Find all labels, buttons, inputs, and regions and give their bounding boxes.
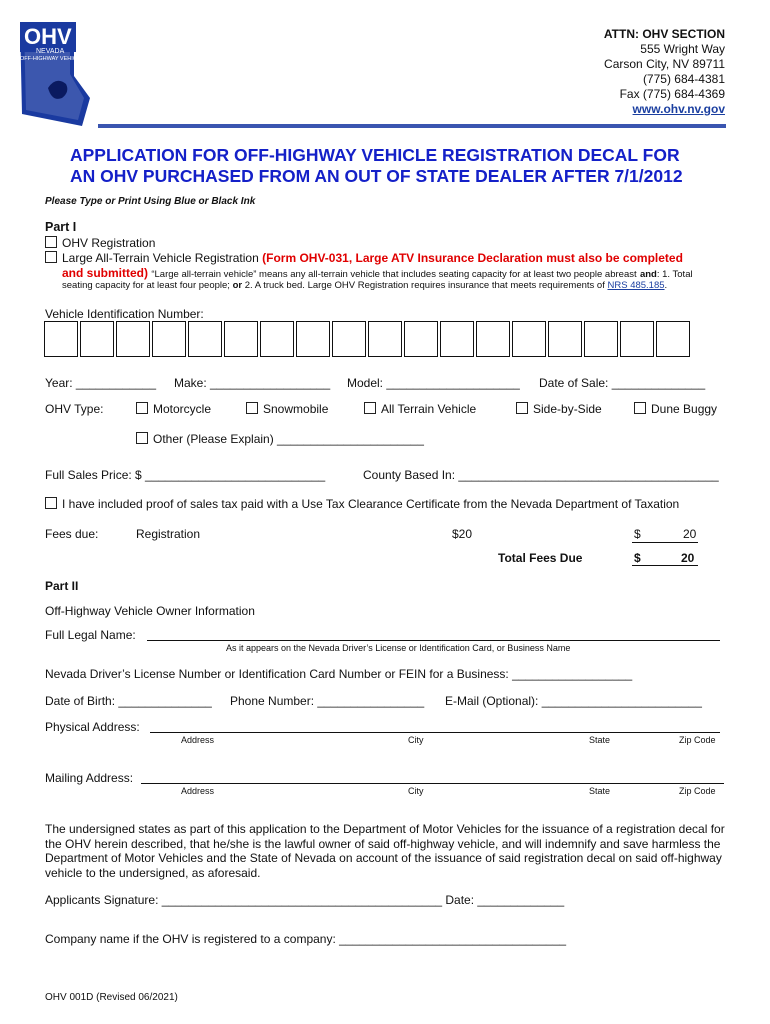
vin-cell[interactable]: [80, 321, 114, 357]
vin-cell[interactable]: [548, 321, 582, 357]
full-legal-name-hint: As it appears on the Nevada Driver’s License or Identification Card, or Business Name: [226, 643, 571, 653]
type-dune-buggy-option[interactable]: [634, 402, 717, 416]
attn-line: ATTN: OHV SECTION: [603, 27, 725, 41]
owner-statement: The undersigned states as part of this application to the Department of Motor Vehicles for the issuance of a registration decal for the OHV herein described, that he/she is the lawful owner of said off-highway vehicle, and will indemnify and save harmless the Department of Motor Vehicles and the State of Nevada on account of the issuance of said registration decal on said off-highway vehicle to the undersigned, as aforesaid.: [45, 822, 725, 880]
vin-cell[interactable]: [152, 321, 186, 357]
ohv-registration-option[interactable]: [45, 236, 155, 250]
vin-cell[interactable]: [296, 321, 330, 357]
dune-buggy-checkbox[interactable]: [634, 402, 646, 414]
large-atv-red-note-b: and submitted): [62, 266, 148, 280]
sales-tax-proof-option[interactable]: [45, 497, 679, 511]
license-number-field[interactable]: Nevada Driver’s License Number or Identification Card Number or FEIN for a Business: __________________: [45, 667, 633, 681]
part1-heading: Part I: [45, 220, 77, 234]
type-side-by-side-option[interactable]: [516, 402, 602, 416]
vin-cell[interactable]: [116, 321, 150, 357]
phone-number: (775) 684-4381: [642, 72, 725, 86]
type-snowmobile-option[interactable]: [246, 402, 328, 416]
fees-due-label: Fees due:: [45, 527, 99, 541]
full-sales-price-field[interactable]: Full Sales Price: $ ___________________________: [45, 468, 326, 482]
mailing-address-sublabel: Address: [181, 786, 215, 796]
vin-cell[interactable]: [620, 321, 654, 357]
full-legal-name-line[interactable]: [147, 640, 720, 641]
vin-label: Vehicle Identification Number:: [45, 307, 204, 321]
ohv-nevada-logo: [18, 18, 92, 130]
logo-subtitle-text: OFF-HIGHWAY VEHICLES: [20, 56, 88, 62]
total-fees-label: Total Fees Due: [498, 551, 583, 565]
large-atv-option[interactable]: [45, 251, 683, 265]
ohv-registration-label: OHV Registration: [62, 236, 156, 250]
vin-cell[interactable]: [224, 321, 258, 357]
county-based-field[interactable]: County Based In: _______________________________________: [363, 468, 719, 482]
website-link[interactable]: www.ohv.nv.gov: [632, 102, 725, 116]
atv-label: All Terrain Vehicle: [381, 402, 477, 416]
mailing-address-label: Mailing Address:: [45, 771, 134, 785]
vin-cell[interactable]: [656, 321, 690, 357]
snowmobile-checkbox[interactable]: [246, 402, 258, 414]
vin-cell[interactable]: [44, 321, 78, 357]
fee-dollar-sign: $: [634, 527, 641, 541]
total-dollar-sign: $: [634, 551, 641, 565]
vin-cell[interactable]: [440, 321, 474, 357]
street-address: 555 Wright Way: [640, 42, 725, 56]
side-by-side-checkbox[interactable]: [516, 402, 528, 414]
vin-cell[interactable]: [512, 321, 546, 357]
year-field[interactable]: Year: ____________: [45, 376, 156, 390]
other-checkbox[interactable]: [136, 432, 148, 444]
large-atv-definition-and: and: [639, 269, 657, 280]
ohv-registration-checkbox[interactable]: [45, 236, 57, 248]
vin-cell[interactable]: [368, 321, 402, 357]
physical-address-label: Physical Address:: [45, 720, 140, 734]
vin-cell[interactable]: [584, 321, 618, 357]
nrs-link[interactable]: NRS 485.185: [607, 280, 665, 291]
sales-tax-checkbox[interactable]: [45, 497, 57, 509]
physical-address-line[interactable]: [150, 732, 720, 733]
mailing-city-sublabel: City: [408, 786, 424, 796]
registration-fee-amount: $20: [452, 527, 473, 541]
vin-input-row[interactable]: [44, 321, 690, 357]
physical-city-sublabel: City: [408, 735, 424, 745]
motorcycle-label: Motorcycle: [153, 402, 212, 416]
date-of-sale-field[interactable]: Date of Sale: ______________: [539, 376, 706, 390]
mailing-zip-sublabel: Zip Code: [679, 786, 716, 796]
registration-fee-label: Registration: [136, 527, 201, 541]
large-atv-definition-b: : 1. Total: [656, 269, 693, 280]
physical-address-sublabel: Address: [181, 735, 215, 745]
large-atv-checkbox[interactable]: [45, 251, 57, 263]
sales-tax-label: I have included proof of sales tax paid with a Use Tax Clearance Certificate from the Nevada Department of Taxation: [62, 497, 680, 511]
header-divider: [98, 124, 726, 128]
dune-buggy-label: Dune Buggy: [651, 402, 718, 416]
type-atv-option[interactable]: [364, 402, 476, 416]
atv-checkbox[interactable]: [364, 402, 376, 414]
contact-block: [604, 27, 725, 117]
total-underline: [632, 565, 698, 566]
mailing-address-line[interactable]: [141, 783, 724, 784]
vin-cell[interactable]: [332, 321, 366, 357]
date-of-birth-field[interactable]: Date of Birth: ______________: [45, 694, 212, 708]
type-motorcycle-option[interactable]: [136, 402, 211, 416]
full-legal-name-label: Full Legal Name:: [45, 628, 136, 642]
large-atv-red-note-a: (Form OHV-031, Large ATV Insurance Declaration must also be completed: [262, 251, 683, 265]
company-name-field[interactable]: Company name if the OHV is registered to a company: __________________________________: [45, 932, 567, 946]
logo-nevada-text: NEVADA: [36, 48, 65, 55]
total-fee-value: 20: [681, 551, 695, 565]
physical-state-sublabel: State: [589, 735, 611, 745]
phone-number-field[interactable]: Phone Number: ________________: [230, 694, 425, 708]
large-atv-definition-d: 2. A truck bed. Large OHV Registration requires insurance that meets requirements of: [244, 280, 605, 291]
email-field[interactable]: E-Mail (Optional): ________________________: [445, 694, 702, 708]
mailing-state-sublabel: State: [589, 786, 611, 796]
ohv-type-label: OHV Type:: [45, 402, 104, 416]
fee-underline: [632, 542, 698, 543]
large-atv-definition-or: or: [232, 280, 243, 291]
owner-info-heading: Off-Highway Vehicle Owner Information: [45, 604, 255, 618]
vin-cell[interactable]: [404, 321, 438, 357]
vin-cell[interactable]: [476, 321, 510, 357]
make-field[interactable]: Make: __________________: [174, 376, 331, 390]
fax-number: Fax (775) 684-4369: [619, 87, 725, 101]
ink-instructions: Please Type or Print Using Blue or Black Ink: [45, 196, 256, 207]
large-atv-label: Large All-Terrain Vehicle Registration: [62, 251, 259, 265]
part2-heading: Part II: [45, 579, 79, 593]
title-line-1: APPLICATION FOR OFF-HIGHWAY VEHICLE REGISTRATION DECAL FOR: [70, 145, 680, 165]
type-other-option[interactable]: [136, 432, 424, 446]
form-revision-footer: OHV 001D (Revised 06/2021): [45, 992, 178, 1003]
physical-zip-sublabel: Zip Code: [679, 735, 716, 745]
other-label[interactable]: Other (Please Explain) ______________________: [153, 432, 424, 446]
model-field[interactable]: Model: ____________________: [347, 376, 520, 390]
city-state-zip: Carson City, NV 89711: [604, 57, 725, 71]
title-line-2: AN OHV PURCHASED FROM AN OUT OF STATE DEALER AFTER 7/1/2012: [70, 166, 683, 186]
snowmobile-label: Snowmobile: [263, 402, 329, 416]
large-atv-definition-a: “Large all-terrain vehicle” means any all-terrain vehicle that includes seating capacity for at least two people abreast: [151, 269, 637, 280]
vin-cell[interactable]: [260, 321, 294, 357]
motorcycle-checkbox[interactable]: [136, 402, 148, 414]
logo-ohv-text: OHV: [24, 24, 72, 49]
vin-cell[interactable]: [188, 321, 222, 357]
fee-value: 20: [683, 527, 697, 541]
side-by-side-label: Side-by-Side: [533, 402, 602, 416]
form-title: [70, 145, 730, 187]
large-atv-definition-c: seating capacity for at least four people;: [62, 280, 230, 291]
signature-field[interactable]: Applicants Signature: __________________________________________ Date: _____________: [45, 893, 565, 907]
